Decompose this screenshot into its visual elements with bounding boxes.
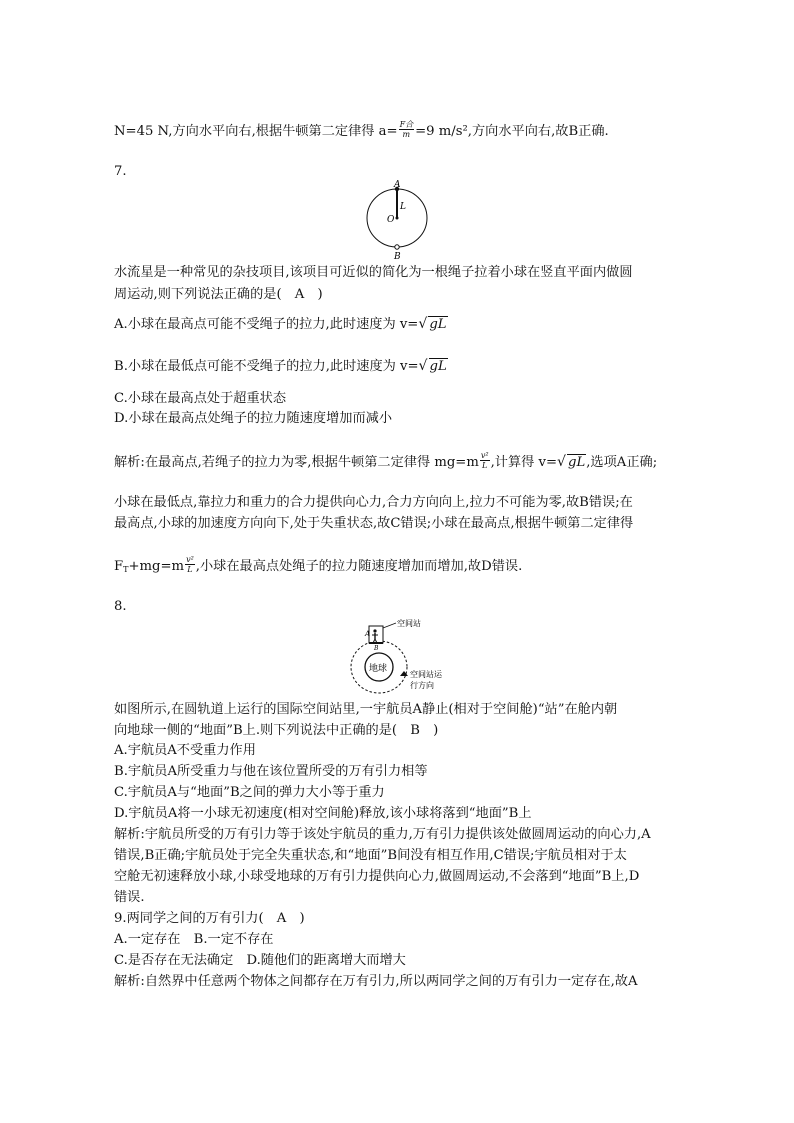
fraction-denominator: L [482,461,488,470]
direction-label: 行方向 [410,681,434,690]
fraction-numerator: v² [480,451,489,460]
pointer-line [383,623,396,628]
option-a [114,316,448,334]
radicand: gL [429,317,447,332]
station-label: 空间站 [397,619,421,628]
circle-diagram [360,180,436,262]
options-line: C.是否存在无法确定 D.随他们的距离增大而增大 [114,953,406,968]
analysis-line: 小球在最低点,靠拉力和重力的合力提供向心力,合力方向向上,拉力不可能为零,故B错误;在 [114,495,633,510]
text-segment: +mg=m [128,559,185,574]
option-a: A.宇航员A不受重力作用 [114,743,256,758]
text-segment: ,小球在最高点处绳子的拉力随速度增加而增加,故D错误. [195,559,523,574]
option-b: B.宇航员A所受重力与他在该位置所受的万有引力相等 [114,764,428,779]
question-stem: 9.两同学之间的万有引力( A ) [114,911,305,926]
square-root: √ gL [418,358,447,374]
text-line [114,122,609,141]
fraction-numerator: F合 [399,120,414,129]
analysis-line: 错误,B正确;宇航员处于完全失重状态,和“地面”B间没有相互作用,C错误;宇航员相对于太 [114,848,627,863]
question-stem: 如图所示,在圆轨道上运行的国际空间站里,一宇航员A静止(相对于空间舱)“站”在舱内朝 [114,702,618,717]
analysis-line: 空舱无初速释放小球,小球受地球的万有引力提供向心力,做圆周运动,不会落到“地面”B上,D [114,869,640,884]
label-o: O [387,215,395,225]
label-b: B [394,252,401,262]
radicand: gL [568,455,586,470]
fraction [399,120,415,139]
options-line: A.一定存在 B.一定不存在 [114,932,274,947]
option-c: C.小球在最高点处于超重状态 [114,391,287,406]
fraction-numerator: v² [186,555,194,564]
analysis-line: 错误. [114,890,145,905]
question-stem: 水流星是一种常见的杂技项目,该项目可近似的简化为一根绳子拉着小球在竖直平面内做圆 [114,265,633,280]
option-d: D.小球在最高点处绳子的拉力随速度增加而减小 [114,411,393,426]
question-number: 8. [114,599,127,614]
text-segment: F [114,559,124,574]
analysis-line [114,453,657,472]
label-a: A [394,180,401,190]
question-number: 7. [114,164,127,179]
radicand: gL [429,359,447,374]
question-stem: 周运动,则下列说法正确的是( A ) [114,287,323,302]
text-segment: ,选项A正确; [586,455,658,470]
earth-label: 地球 [369,664,388,674]
ball-bottom [395,245,399,249]
text-segment: ,计算得 v= [490,455,558,470]
option-b [114,358,448,376]
fraction [185,555,195,574]
analysis-line: 解析:自然界中任意两个物体之间都存在万有引力,所以两同学之间的万有引力一定存在,故A [114,974,638,989]
subscript: T [123,565,129,574]
text-segment: N=45 N,方向水平向右,根据牛顿第二定律得 a= [114,124,398,139]
analysis-line: 最高点,小球的加速度方向向下,处于失重状态,故C错误;小球在最高点,根据牛顿第二定律得 [114,516,634,531]
square-root: √ gL [557,454,586,470]
center-point [396,217,399,220]
square-root: √ gL [418,316,447,332]
text-segment: 解析:在最高点,若绳子的拉力为零,根据牛顿第二定律得 mg=m [114,455,479,470]
analysis-line [114,557,522,579]
question-stem: 向地球一侧的“地面”B上.则下列说法中正确的是( B ) [114,723,439,738]
text-segment: A.小球在最高点可能不受绳子的拉力,此时速度为 v= [114,317,419,332]
fraction-denominator: m [402,130,411,139]
analysis-line: 解析:宇航员所受的万有引力等于该处宇航员的重力,万有引力提供该处做圆周运动的向心力,A [114,827,651,842]
text-segment: =9 m/s²,方向水平向右,故B正确. [415,124,609,139]
fraction-denominator: L [187,565,193,574]
option-c: C.宇航员A与“地面”B之间的弹力大小等于重力 [114,785,385,800]
astronaut-head [373,629,376,632]
fraction [480,451,490,470]
option-d: D.宇航员A将一小球无初速度(相对空间舱)释放,该小球将落到“地面”B上 [114,806,532,821]
label-a: A [365,630,371,638]
label-l: L [400,202,406,212]
label-b: B [374,645,379,652]
space-station-diagram [344,616,454,696]
direction-label: 空间站运 [410,670,442,679]
text-segment: B.小球在最低点可能不受绳子的拉力,此时速度为 v= [114,359,419,374]
